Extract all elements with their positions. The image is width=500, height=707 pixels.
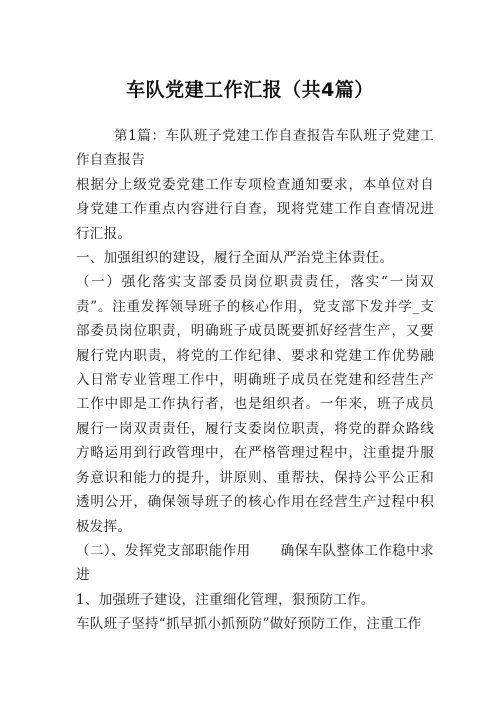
paragraph-section-one-item-one: （一）强化落实支部委员岗位职责责任，落实“一岗双责”。注重发挥领导班子的核心作用，党支部下发并学_支部委员岗位职责，明确班子成员既要抓好经营生产，又要履行党内职责，将党的工作纪律、要求和党建工作优势融入日常专业管理工作中，明确班子成员在党建和经营生产工作中即是工作执行者，也是组织者。一年来，班子成员履行一岗双责责任，履行支委岗位职责，将党的群众路线方略运用到行政管理中，在严格管理过程中，注重提升服务意识和能力的提升，讲原则、重帮扶，保持公平公正和透明公开，确保领导班子的核心作用在经营生产过程中积极发挥。	[76, 274, 434, 535]
subsection-heading-two-part-a: （二）、发挥党支部职能作用	[76, 542, 251, 559]
paragraph-intro: 根据分上级党委党建工作专项检查通知要求，本单位对自身党建工作重点内容进行自查，现将党建工作自查情况进行汇报。	[76, 176, 434, 242]
paragraph-part-heading: 第1篇：车队班子党建工作自查报告车队班子党建工作自查报告	[76, 128, 434, 169]
subsection-heading-two	[76, 539, 434, 588]
paragraph-team-prevention: 车队班子坚持“抓早抓小抓预防”做好预防工作，注重工作	[76, 616, 422, 633]
subsection-heading-two-part-b: 确保车队整体工作稳中求进	[76, 542, 434, 584]
document-title: 车队党建工作汇报（共4篇）	[126, 79, 374, 101]
list-item-one: 1、加强班子建设，注重细化管理，狠预防工作。	[76, 591, 375, 608]
section-heading-one: 一、加强组织的建设，履行全面从严治党主体责任。	[76, 250, 394, 267]
document-body	[76, 124, 434, 637]
